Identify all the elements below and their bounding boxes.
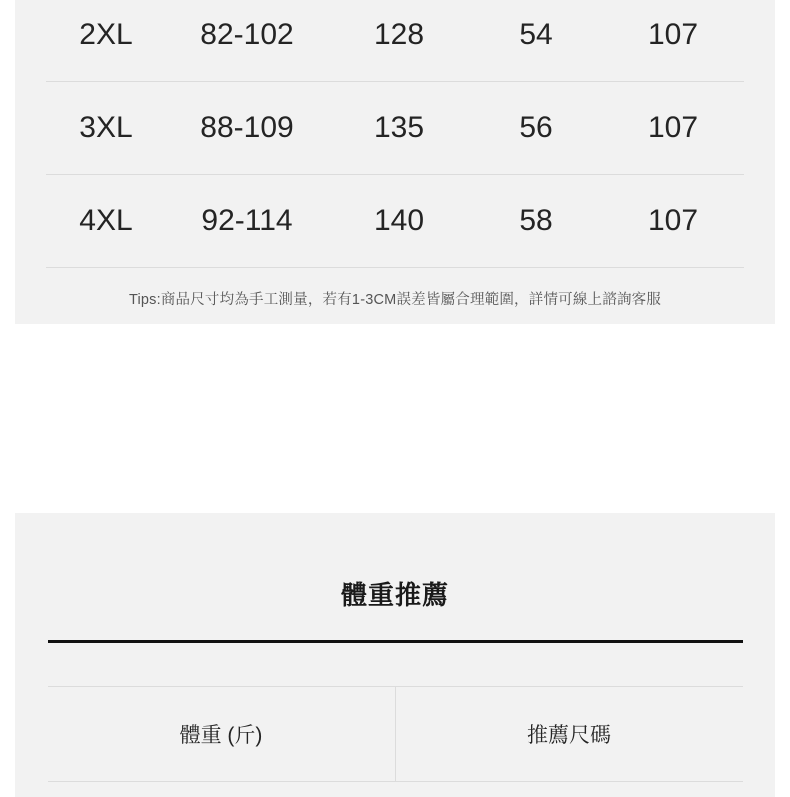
size-chart-table (46, 0, 744, 268)
size-chart-panel (15, 0, 775, 324)
waist-cell: 88-109 (166, 82, 328, 175)
thigh-cell: 54 (470, 0, 602, 82)
size-cell: 4XL (46, 175, 166, 268)
waist-cell: 92-114 (166, 175, 328, 268)
hip-cell: 128 (328, 0, 470, 82)
section-title: 體重推薦 (340, 580, 449, 610)
table-header-row (48, 687, 743, 782)
weight-recommendation-table (48, 686, 743, 782)
waist-cell: 82-102 (166, 0, 328, 82)
hip-cell: 135 (328, 82, 470, 175)
hip-cell: 140 (328, 175, 470, 268)
table-row (46, 0, 744, 82)
weight-column-header: 體重 (斤) (48, 687, 396, 782)
length-cell: 107 (602, 82, 744, 175)
thigh-cell: 56 (470, 82, 602, 175)
weight-recommendation-panel (15, 513, 775, 797)
measurement-tips: Tips:商品尺寸均為手工測量，若有1-3CM誤差皆屬合理範圍，詳情可線上諮詢客服 (128, 292, 662, 308)
size-cell: 2XL (46, 0, 166, 82)
length-cell: 107 (602, 175, 744, 268)
table-row (46, 175, 744, 268)
thigh-cell: 58 (470, 175, 602, 268)
title-divider (48, 640, 743, 643)
table-row (46, 82, 744, 175)
size-cell: 3XL (46, 82, 166, 175)
recommended-size-column-header: 推薦尺碼 (395, 687, 743, 782)
length-cell: 107 (602, 0, 744, 82)
